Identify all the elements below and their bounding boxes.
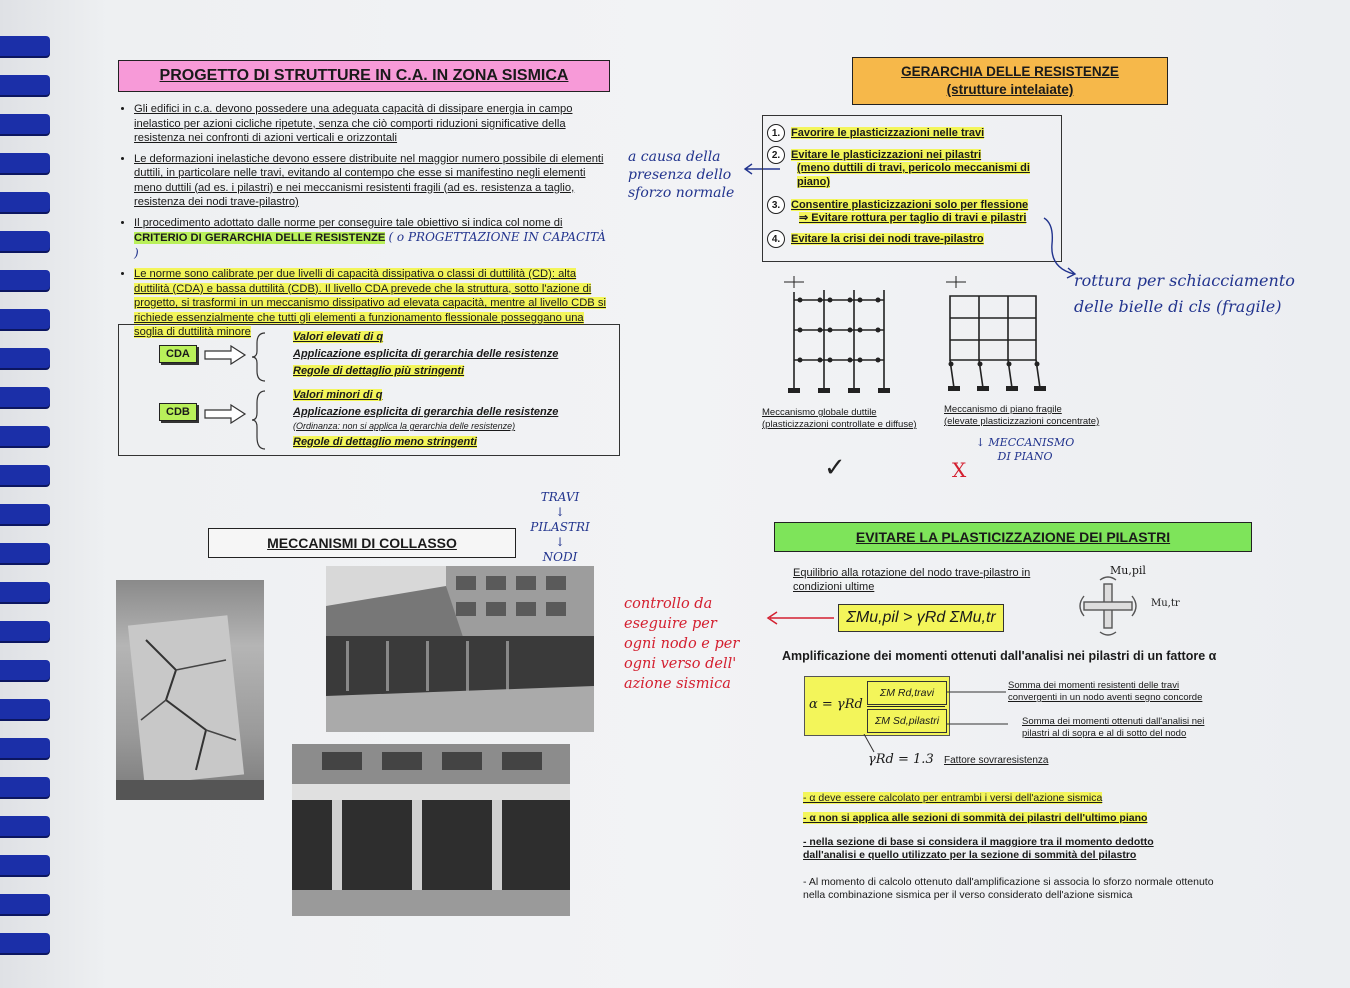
frame-storey-mechanism-diagram	[940, 272, 1050, 402]
binding-ring	[0, 387, 50, 407]
frame1-caption: Meccanismo globale duttile (plasticizzazioni controllate e diffuse)	[762, 407, 917, 430]
binding-ring	[0, 348, 50, 368]
gamma-value: γRd = 1.3	[868, 752, 934, 767]
hand-red-arrow-icon	[764, 610, 836, 626]
fattore-label: Fattore sovraresistenza	[944, 755, 1049, 766]
intro-bullets	[118, 102, 608, 346]
spiral-binding	[0, 0, 52, 988]
binding-ring	[0, 855, 50, 875]
cross-mark-icon: X	[952, 458, 967, 482]
somma-travi-text: Somma dei momenti resistenti delle travi convergenti in un nodo aventi segno concorde	[1008, 680, 1203, 703]
binding-ring	[0, 777, 50, 797]
rule-1: 1. Favorire le plasticizzazioni nelle travi	[767, 124, 984, 142]
binding-ring	[0, 426, 50, 446]
frame-global-mechanism-diagram	[780, 272, 890, 402]
check-mark-icon: ✓	[824, 452, 846, 482]
brace-icon	[251, 331, 267, 383]
gerarchia-title: GERARCHIA DELLE RESISTENZE (strutture intelaiate)	[852, 57, 1168, 105]
rule-2: 2. Evitare le plasticizzazioni nei pilastri	[767, 146, 981, 164]
photo-cracked-column	[116, 580, 264, 800]
note-1: - α deve essere calcolato per entrambi i versi dell'azione sismica	[803, 792, 1103, 804]
gamma-leader-line	[860, 734, 880, 754]
binding-ring	[0, 153, 50, 173]
binding-ring	[0, 738, 50, 758]
arrow-right-icon-2	[203, 404, 247, 424]
rule-3-sub: ⇒ Evitare rottura per taglio di travi e pilastri	[799, 212, 1027, 224]
rules-box	[762, 115, 1062, 262]
rule-4: 4. Evitare la crisi dei nodi trave-pilastro	[767, 230, 984, 248]
cda-tag: CDA	[159, 345, 197, 363]
hand-controllo-note: controllo da eseguire per ogni nodo e per ogni verso dell' azione sismica	[624, 596, 740, 692]
cdb-item-1: Valori minori di q	[293, 389, 383, 401]
rule-3: 3. Consentire plasticizzazioni solo per flessione	[767, 196, 1028, 214]
collasso-title: MECCANISMI DI COLLASSO	[208, 528, 516, 558]
cda-item-1: Valori elevati di q	[293, 331, 384, 343]
fraction-line	[867, 706, 945, 707]
binding-ring	[0, 582, 50, 602]
alpha-lhs: α = γRd	[809, 697, 863, 712]
photo-cracked-column-drawing	[116, 580, 264, 800]
photo-collapsed-building	[326, 566, 594, 732]
bullet-3: • Il procedimento adottato dalle norme per conseguire tale obiettivo si indica col nome di CRITERIO DI GERARCHIA DELLE RESISTENZE ( o PROGETTAZIONE IN CAPACITÀ )	[134, 216, 608, 262]
binding-ring	[0, 816, 50, 836]
cdb-ordinanza-note: (Ordinanza: non si applica la gerarchia delle resistenze)	[293, 421, 516, 431]
bullet-4: • Le norme sono calibrate per due livelli di capacità dissipativa o classi di duttilità (CD): alta duttilità (CDA) e bassa duttilità (CDB). Il livello CDA prevede che la struttura, sotto l'azione di progetto, si trasformi in un meccanismo dissipativo ad elevata capacità, mentre al livello CDB si richiede essenzialmente che tutti gli elementi a funzionamento flessionale posseggano una soglia di duttilità minore	[134, 267, 608, 340]
binding-ring	[0, 660, 50, 680]
amplificazione-text: Amplificazione dei momenti ottenuti dall'analisi nei pilastri di un fattore α	[782, 649, 1217, 663]
formula-leader-lines	[944, 682, 1010, 734]
binding-ring	[0, 192, 50, 212]
alpha-denominator: ΣM Sd,pilastri	[867, 709, 947, 733]
binding-ring	[0, 231, 50, 251]
binding-ring	[0, 621, 50, 641]
photo-collapsed-building-drawing	[326, 566, 594, 732]
binding-ring	[0, 933, 50, 953]
binding-ring	[0, 543, 50, 563]
photo-soft-storey-drawing	[292, 744, 570, 916]
mu-pil-label: Mu,pil	[1110, 564, 1146, 577]
rule-2-sub: (meno duttili di travi, pericolo meccanismi di piano)	[797, 162, 1030, 188]
photo-soft-storey	[292, 744, 570, 916]
binding-ring	[0, 465, 50, 485]
pilastri-title: EVITARE LA PLASTICIZZAZIONE DEI PILASTRI	[774, 522, 1252, 552]
binding-ring	[0, 504, 50, 524]
binding-ring	[0, 75, 50, 95]
cdb-item-2: Applicazione esplicita di gerarchia delle resistenze	[293, 406, 559, 418]
hand-note-meccanismo-piano: ↓ MECCANISMO DI PIANO	[975, 436, 1075, 463]
binding-ring	[0, 699, 50, 719]
cda-item-2: Applicazione esplicita di gerarchia delle resistenze	[293, 348, 559, 360]
note-3: - nella sezione di base si considera il maggiore tra il momento dedotto dall'analisi e quello utilizzato per la sezione di sommità del pilastro	[803, 836, 1154, 861]
hand-note-sforzo: a causa della presenza dello sforzo normale	[628, 149, 735, 201]
main-title: PROGETTO DI STRUTTURE IN C.A. IN ZONA SISMICA	[118, 60, 610, 92]
equilibrio-text: Equilibrio alla rotazione del nodo trave-pilastro in condizioni ultime	[793, 567, 1031, 593]
formula-inequality: ΣMu,pil > γRd ΣMu,tr	[838, 604, 1004, 632]
hand-order-list: TRAVI ↓ PILASTRI ↓ NODI	[530, 490, 590, 564]
binding-ring	[0, 114, 50, 134]
cda-item-3: Regole di dettaglio più stringenti	[293, 365, 465, 377]
cdb-item-3: Regole di dettaglio meno stringenti	[293, 436, 477, 448]
binding-ring	[0, 36, 50, 56]
criterio-hand-note: ( o PROGETTAZIONE IN CAPACITÀ )	[134, 230, 606, 260]
arrow-right-icon	[203, 345, 247, 365]
binding-ring	[0, 270, 50, 290]
cdb-tag: CDB	[159, 403, 197, 421]
mu-tr-label: Mu,tr	[1151, 598, 1180, 609]
bullet-1: • Gli edifici in c.a. devono possedere una adeguata capacità di dissipare energia in campo inelastico per azioni cicliche ripetute, senza che ciò comporti riduzioni significative della resistenza nei confronti di azioni verticali e orizzontali	[134, 102, 608, 146]
somma-pilastri-text: Somma dei momenti ottenuti dall'analisi nei pilastri al di sopra e al di sotto del nodo	[1022, 716, 1205, 739]
ductility-classes-box	[118, 324, 620, 456]
alpha-formula-box	[804, 676, 950, 736]
frame2-caption: Meccanismo di piano fragile (elevate plasticizzazioni concentrate)	[944, 404, 1100, 427]
binding-ring	[0, 309, 50, 329]
binding-ring	[0, 894, 50, 914]
hand-note-rottura: rottura per schiacciamento delle bielle di cls (fragile)	[1074, 271, 1295, 316]
bullet-2: • Le deformazioni inelastiche devono essere distribuite nel maggior numero possibile di elementi duttili, in particolare nelle travi, evitando al contempo che esse si manifestino negli elementi meno duttili (ad es. i pilastri) e nei meccanismi resistenti fragili (ad es. resistenza a taglio, resistenza dei nodi trave-pilastro)	[134, 152, 608, 210]
note-2: - α non si applica alle sezioni di sommità dei pilastri dell'ultimo piano	[803, 812, 1148, 824]
note-4: - Al momento di calcolo ottenuto dall'amplificazione si associa lo sforzo normale ottenuto nella combinazione sismica per il verso considerato dell'azione sismica	[803, 876, 1214, 901]
alpha-numerator: ΣM Rd,travi	[867, 681, 947, 705]
criterio-label: CRITERIO DI GERARCHIA DELLE RESISTENZE	[134, 232, 386, 244]
brace-icon-2	[251, 389, 267, 451]
